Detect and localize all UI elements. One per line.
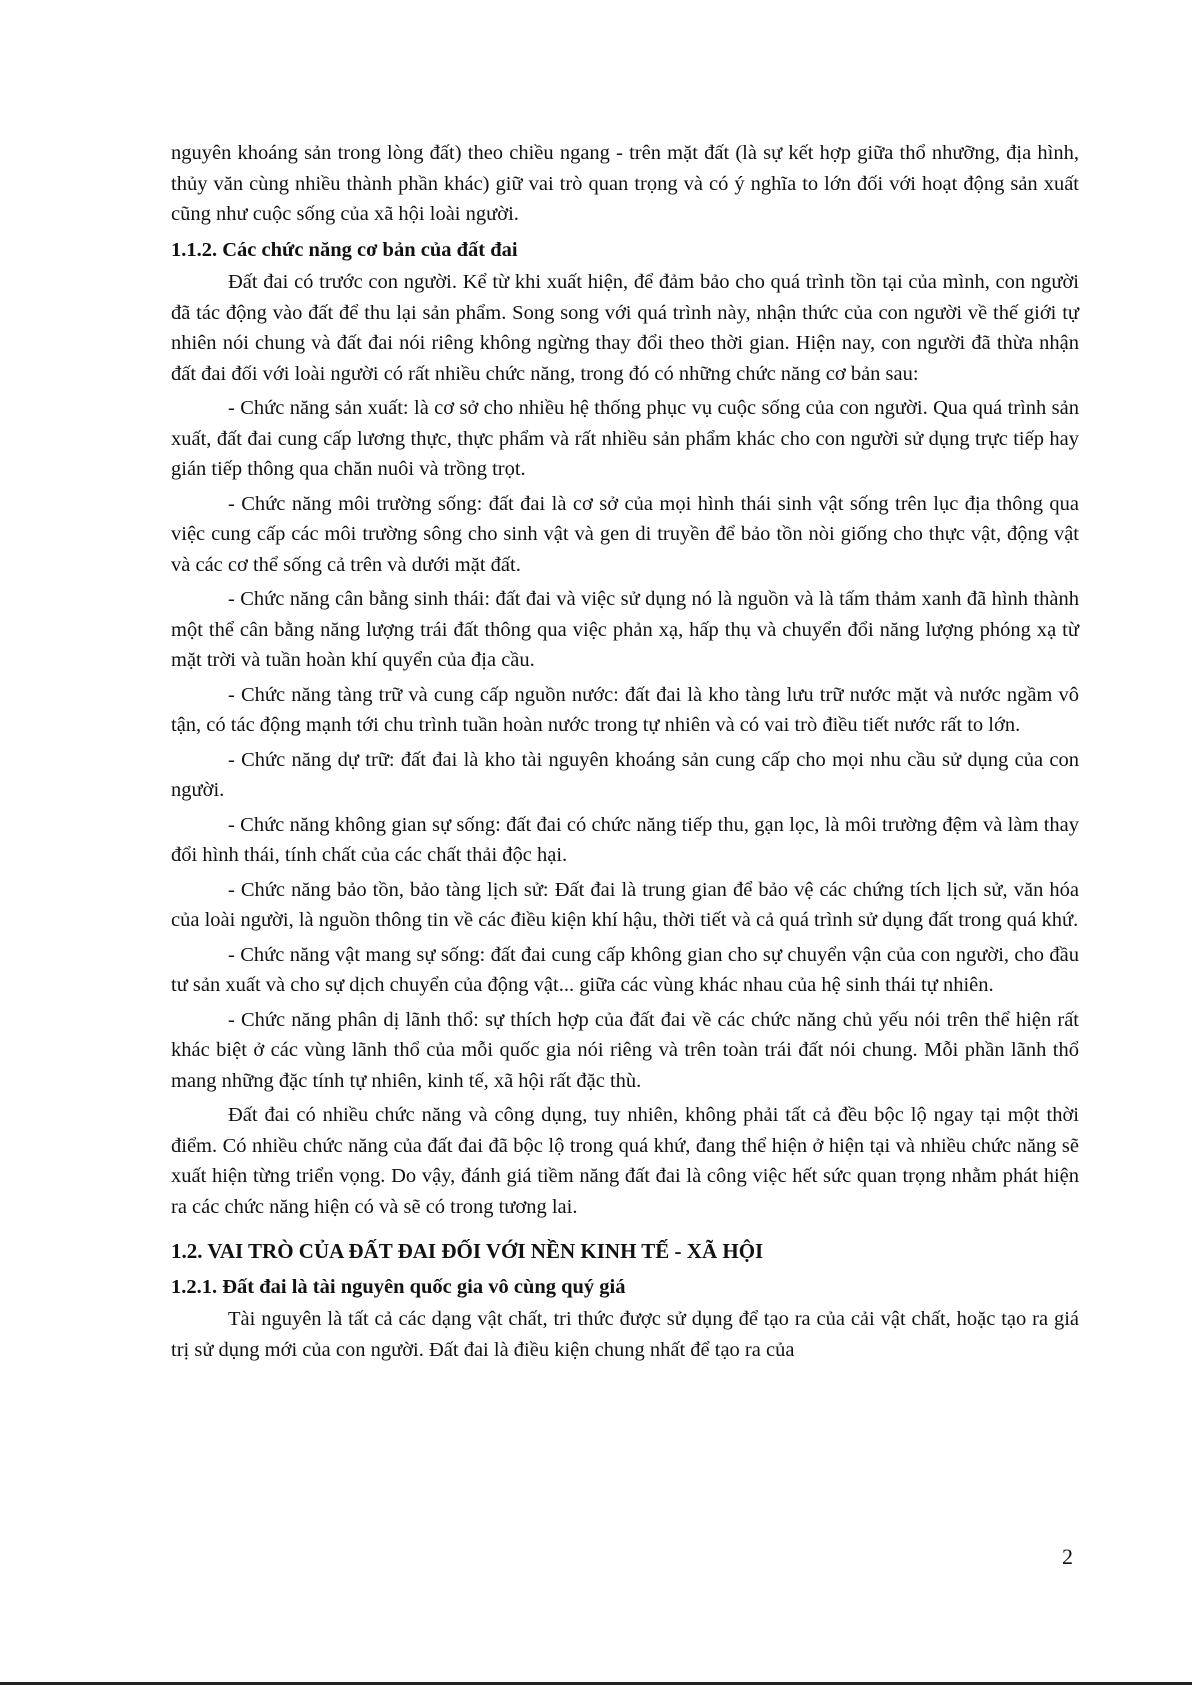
list-item-ecological-balance: - Chức năng cân bằng sinh thái: đất đai và việc sử dụng nó là nguồn và là tấm thảm xanh đã hình thành một thể cân bằng năng lượng trái đất thông qua việc phản xạ, hấp thụ và chuyển đổi năng lượng phóng xạ từ mặt trời và tuần hoàn khí quyển của địa cầu. bbox=[171, 588, 1079, 671]
heading-role-of-land: 1.2. VAI TRÒ CỦA ĐẤT ĐAI ĐỐI VỚI NỀN KINH TẾ - XÃ HỘI bbox=[171, 1239, 764, 1263]
list-item-reserve: - Chức năng dự trữ: đất đai là kho tài nguyên khoáng sản cung cấp cho mọi nhu cầu sử dụng của con người. bbox=[171, 748, 1079, 801]
list-item-production: - Chức năng sản xuất: là cơ sở cho nhiều hệ thống phục vụ cuộc sống của con người. Qua quá trình sản xuất, đất đai cung cấp lương thực, thực phẩm và rất nhiều sản phẩm khác cho con người sử dụng trực tiếp hay gián tiếp thông qua chăn nuôi và trồng trọt. bbox=[171, 397, 1079, 480]
paragraph-intro-continued: nguyên khoáng sản trong lòng đất) theo chiều ngang - trên mặt đất (là sự kết hợp giữa thổ nhưỡng, địa hình, thủy văn cùng nhiều thành phần khác) giữ vai trò quan trọng và có ý nghĩa to lớn đối với hoạt động sản xuất cũng như cuộc sống của xã hội loài người. bbox=[171, 142, 1079, 225]
paragraph-resource-definition: Tài nguyên là tất cả các dạng vật chất, tri thức được sử dụng để tạo ra của cải vật chất, hoặc tạo ra giá trị sử dụng mới của con người. Đất đai là điều kiện chung nhất để tạo ra của bbox=[171, 1308, 1079, 1361]
page-number: 2 bbox=[1062, 1544, 1073, 1569]
heading-national-resource: 1.2.1. Đất đai là tài nguyên quốc gia vô cùng quý giá bbox=[171, 1275, 626, 1298]
heading-basic-functions: 1.1.2. Các chức năng cơ bản của đất đai bbox=[171, 238, 518, 261]
list-item-water-storage: - Chức năng tàng trữ và cung cấp nguồn nước: đất đai là kho tàng lưu trữ nước mặt và nước ngầm vô tận, có tác động mạnh tới chu trình tuần hoàn nước trong tự nhiên và có vai trò điều tiết nước rất to lớn. bbox=[171, 683, 1079, 736]
list-item-life-carrier: - Chức năng vật mang sự sống: đất đai cung cấp không gian cho sự chuyển vận của con người, cho đầu tư sản xuất và cho sự dịch chuyển của động vật... giữa các vùng khác nhau của hệ sinh thái tự nhiên. bbox=[171, 943, 1079, 996]
page-body bbox=[171, 138, 1079, 1365]
list-item-living-space: - Chức năng không gian sự sống: đất đai có chức năng tiếp thu, gạn lọc, là môi trường đệm và làm thay đổi hình thái, tính chất của các chất thải độc hại. bbox=[171, 813, 1079, 866]
list-item-territorial-differentiation: - Chức năng phân dị lãnh thổ: sự thích hợp của đất đai về các chức năng chủ yếu nói trên thể hiện rất khác biệt ở các vùng lãnh thổ của mỗi quốc gia nói riêng và trên toàn trái đất nói chung. Mỗi phần lãnh thổ mang những đặc tính tự nhiên, kinh tế, xã hội rất đặc thù. bbox=[171, 1008, 1079, 1092]
list-item-history-preservation: - Chức năng bảo tồn, bảo tàng lịch sử: Đất đai là trung gian để bảo vệ các chứng tích lịch sử, văn hóa của loài người, là nguồn thông tin về các điều kiện khí hậu, thời tiết và cả quá trình sử dụng đất trong quá khứ. bbox=[171, 878, 1079, 931]
paragraph-functions-conclusion: Đất đai có nhiều chức năng và công dụng, tuy nhiên, không phải tất cả đều bộc lộ ngay tại một thời điểm. Có nhiều chức năng của đất đai đã bộc lộ trong quá khứ, đang thể hiện ở hiện tại và nhiều chức năng sẽ xuất hiện từng triển vọng. Do vậy, đánh giá tiềm năng đất đai là công việc hết sức quan trọng nhằm phát hiện ra các chức năng hiện có và sẽ có trong tương lai. bbox=[171, 1104, 1079, 1218]
list-item-living-environment: - Chức năng môi trường sống: đất đai là cơ sở của mọi hình thái sinh vật sống trên lục địa thông qua việc cung cấp các môi trường sông cho sinh vật và gen di truyền để bảo tồn nòi giống cho thực vật, động vật và các cơ thể sống cả trên và dưới mặt đất. bbox=[171, 492, 1079, 576]
paragraph-functions-intro: Đất đai có trước con người. Kể từ khi xuất hiện, để đảm bảo cho quá trình tồn tại của mình, con người đã tác động vào đất để thu lại sản phẩm. Song song với quá trình này, nhận thức của con người về thế giới tự nhiên nói chung và đất đai nói riêng không ngừng thay đổi theo thời gian. Hiện nay, con người đã thừa nhận đất đai đối với loài người có rất nhiều chức năng, trong đó có những chức năng cơ bản sau: bbox=[171, 271, 1079, 385]
